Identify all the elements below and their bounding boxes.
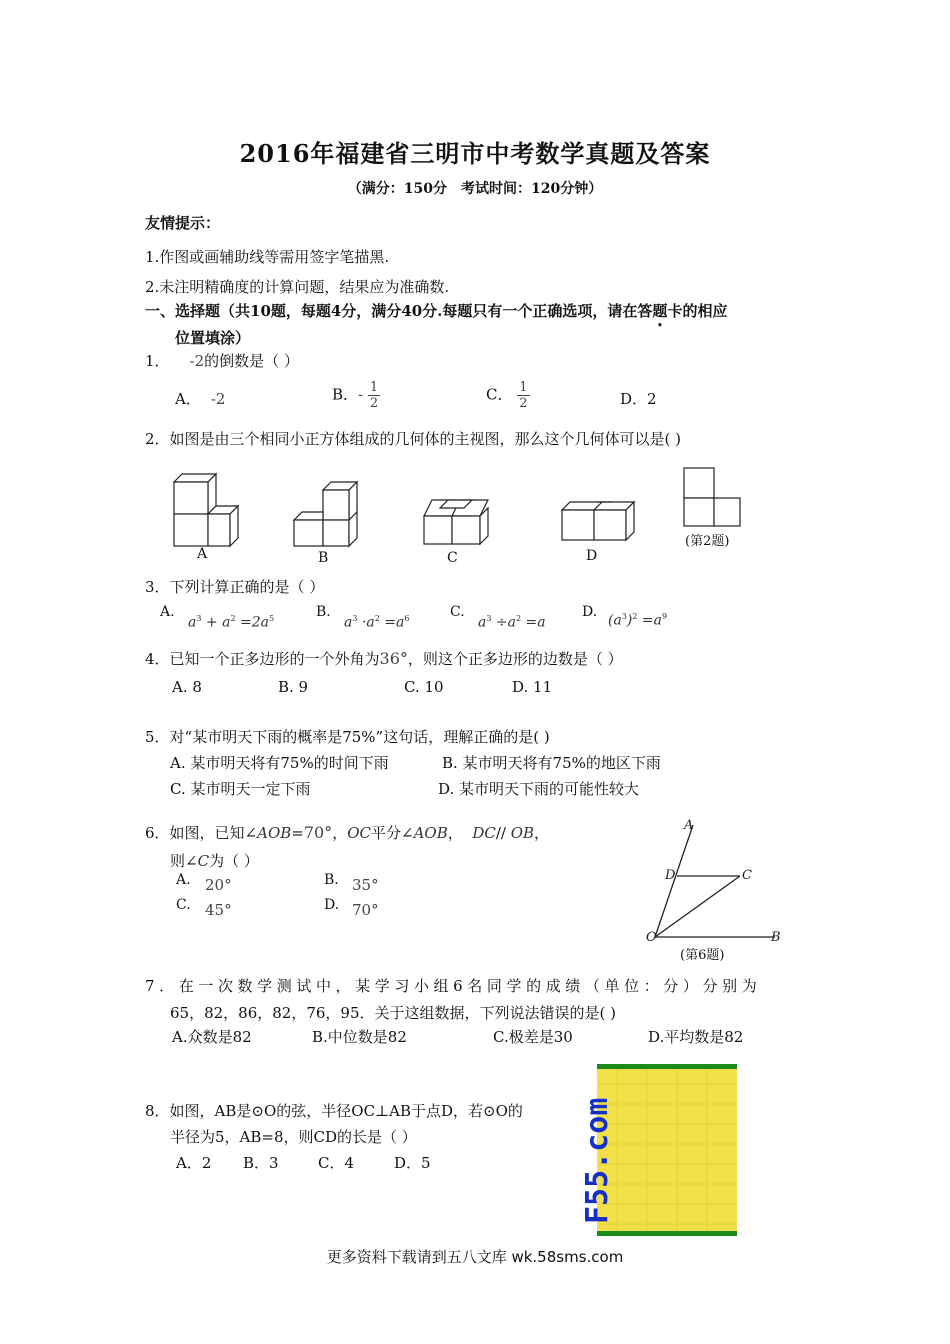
q6-line-2 (170, 850, 259, 871)
q6-eq: = (291, 824, 304, 842)
q1-option-d: D．2 (620, 390, 657, 408)
q2-label-d: D (586, 548, 598, 564)
q4-text: 4．已知一个正多边形的一个外角为 (145, 650, 380, 668)
q5-option-a: A. 某市明天将有75%的时间下雨 (170, 754, 389, 772)
tip-2: 2.未注明精确度的计算问题，结果应为准确数. (145, 278, 450, 296)
q7-option-d: D.平均数是82 (648, 1028, 744, 1046)
q6-c: C (197, 852, 210, 870)
watermark-bg (597, 1064, 737, 1236)
q6-dc: DC (472, 824, 496, 842)
question-4 (145, 648, 623, 669)
q6-c-value: 45° (205, 901, 232, 919)
q1-a-value: -2 (210, 390, 226, 408)
watermark-bottom-bar (597, 1231, 737, 1236)
q7-option-b: B.中位数是82 (312, 1028, 407, 1046)
watermark-text: F55.com (580, 1097, 615, 1224)
question-7-line-2: 65，82，86，82，76，95．关于这组数据，下列说法错误的是( ) (170, 1004, 616, 1022)
question-1 (145, 350, 299, 371)
q8-option-d: D．5 (394, 1154, 431, 1172)
q3-option-b: $a^3 \cdot a^2 =a^6$ (344, 614, 410, 631)
section-1-heading (145, 300, 727, 321)
q6-point-c: C (742, 868, 752, 883)
q1-number: 1． (145, 352, 170, 370)
q1-b-fraction (368, 380, 380, 411)
q3-b-label: B. (316, 604, 331, 620)
footer-text: 更多资料下载请到五八文库 wk.58sms.com (326, 1248, 624, 1266)
q5-option-d: D. 某市明天下雨的可能性较大 (438, 780, 640, 798)
q3-c-label: C. (450, 604, 465, 620)
question-7: 7．在一次数学测试中，某学习小组6名同学的成绩（单位：分）分别为 (145, 977, 762, 995)
q2-label-c: C (447, 550, 458, 566)
q8-option-b: B．3 (243, 1154, 279, 1172)
q2-figure-a (174, 474, 238, 546)
q6-a-value: 20° (205, 876, 232, 894)
q1-c-fraction (517, 380, 529, 411)
q2-figures (160, 460, 780, 570)
q1-c-numerator: 1 (519, 380, 528, 395)
tip-1: 1.作图或画辅助线等需用签字笔描黑. (145, 248, 390, 266)
question-2: 2．如图是由三个相同小正方体组成的几何体的主视图，那么这个几何体可以是( ) (145, 430, 682, 448)
section-1-heading-line2: 位置填涂） (175, 329, 251, 347)
q1-c-label: C． (486, 385, 513, 404)
q2-figure-d (562, 502, 634, 540)
q4-option-d: D. 11 (512, 678, 553, 696)
q6-figure (640, 815, 790, 955)
q4-option-a: A. 8 (172, 678, 202, 696)
q6-angle: 70° (303, 823, 333, 842)
q1-option-a (175, 388, 225, 409)
q6-text-2: 则∠ (170, 852, 198, 870)
q5-option-c: C. 某市明天一定下雨 (170, 780, 311, 798)
q6-point-a: A (684, 818, 694, 833)
q6-b-label: B. (324, 872, 339, 888)
q3-d-label: D. (582, 604, 598, 620)
q6-aob: AOB (257, 824, 292, 842)
q6-aob-2: AOB (413, 824, 448, 842)
section-1-text: 一、选择题（共10题，每题4分，满分40分.每题只有一个正确选项，请在 (145, 302, 638, 320)
q6-a-label: A. (176, 872, 191, 888)
q3-option-c: $a^3 \div a^2 =a$ (478, 614, 546, 631)
q6-text-1: 6．如图，已知∠ (145, 824, 258, 842)
q4-text-end: ，则这个正多边形的边数是（ ） (407, 650, 623, 668)
section-1-text-end: 的相应 (682, 302, 728, 320)
question-8-line-2: 半径为5，AB=8，则CD的长是（ ） (170, 1128, 417, 1146)
q6-parallel: // (495, 824, 511, 842)
q6-point-b: B (771, 930, 781, 945)
question-3: 3．下列计算正确的是（ ） (145, 578, 325, 596)
watermark-top-bar (597, 1064, 737, 1069)
q6-point-d: D (665, 868, 676, 883)
q6-bisect: 平分∠ (371, 824, 414, 842)
q1-text: 的倒数是（ ） (204, 352, 299, 370)
q3-option-a: $a^3 + a^2 =2a^5$ (188, 614, 275, 631)
q8-option-c: C．4 (318, 1154, 355, 1172)
q6-end: ， (534, 824, 550, 842)
q2-caption: (第2题) (685, 534, 730, 549)
q6-sep: ， (332, 824, 348, 842)
q6-text-3: 为（ ） (209, 852, 259, 870)
q6-b-value: 35° (352, 876, 379, 894)
q6-d-value: 70° (352, 901, 379, 919)
q1-a-label: A． (175, 390, 201, 408)
q4-option-b: B. 9 (278, 678, 309, 696)
q1-option-b (332, 380, 380, 411)
q3-option-d: $(a^3)^2 =a^9$ (608, 612, 668, 629)
q1-b-sign: - (358, 385, 364, 404)
question-8: 8．如图，AB是⊙O的弦，半径OC⊥AB于点D，若⊙O的 (145, 1102, 523, 1120)
q4-option-c: C. 10 (404, 678, 444, 696)
question-6 (145, 822, 549, 843)
q6-caption: (第6题) (680, 948, 725, 963)
q2-label-a: A (197, 546, 208, 562)
q3-a-label: A. (160, 604, 175, 620)
q6-comma: ， (447, 824, 463, 842)
q7-option-c: C.极差是30 (493, 1028, 573, 1046)
q6-ob: OB (510, 824, 535, 842)
q5-option-b: B. 某市明天将有75%的地区下雨 (442, 754, 661, 772)
q1-expression: -2 (189, 352, 205, 370)
q1-option-c (486, 380, 530, 411)
q6-oc: OC (347, 824, 372, 842)
q6-c-label: C. (176, 897, 191, 913)
page-title: 2016年福建省三明市中考数学真题及答案 (239, 139, 711, 168)
q1-c-denominator: 2 (519, 396, 528, 411)
q4-angle: 36° (379, 649, 408, 668)
exam-info: （满分：150分 考试时间：120分钟） (347, 181, 603, 197)
q2-label-b: B (318, 550, 329, 566)
question-5: 5．对“某市明天下雨的概率是75%”这句话，理解正确的是( ) (145, 728, 550, 746)
q7-option-a: A.众数是82 (172, 1028, 252, 1046)
q1-b-denominator: 2 (369, 396, 379, 411)
q6-point-o: O (646, 930, 657, 945)
q2-figure-c (424, 500, 488, 544)
q2-figure-b (294, 482, 357, 546)
q1-b-numerator: 1 (369, 380, 379, 395)
tips-heading: 友情提示： (145, 214, 221, 232)
q6-d-label: D. (324, 897, 340, 913)
answer-card-emphasis: 答题卡 (637, 302, 683, 320)
q2-main-view (684, 468, 740, 526)
q8-option-a: A．2 (176, 1154, 212, 1172)
q1-b-label: B． (332, 385, 359, 404)
watermark-image (580, 1064, 737, 1236)
